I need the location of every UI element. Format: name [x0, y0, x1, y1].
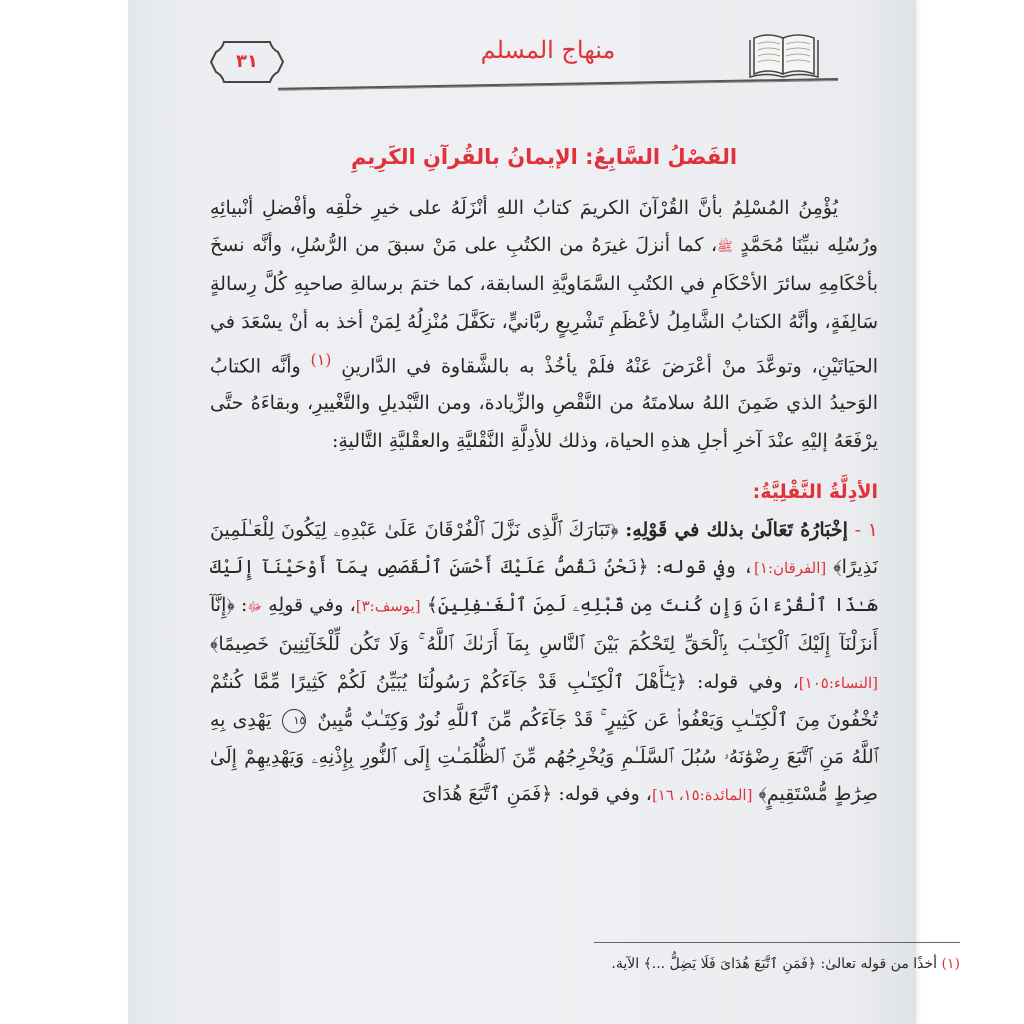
- chapter-title: الفَصْلُ السَّابِعُ: الإيمانُ بالقُرآنِ الكَرِيمِ: [350, 145, 738, 169]
- page-number: ٣١: [236, 51, 258, 72]
- ref-furqan: [الفرقان:١]: [754, 558, 827, 577]
- evidence-paragraph: [210, 512, 878, 815]
- verse-maidah-a: ﴿يَـٰٓأَهْلَ ٱلْكِتَـٰبِ قَدْ جَآءَكُمْ رَسُولُنَا يُبَيِّنُ لَكُمْ كَثِيرًا مِّمَّا كُنتُمْ تُخْفُونَ مِنَ ٱلْكِتَـٰبِ وَيَعْفُوا۟ عَن كَثِيرٍ ۚ قَدْ جَآءَكُم مِّنَ ٱللَّهِ نُورٌ وَكِتَـٰبٌ مُّبِينٌ: [210, 670, 878, 731]
- connector-2: ، وفي قولِهِ: [268, 594, 356, 617]
- footnote-ref[interactable]: (١): [310, 349, 332, 369]
- verse-taha: ﴿فَمَنِ ٱتَّبَعَ هُدَاىَ: [422, 783, 553, 806]
- connector-2b: :: [240, 594, 248, 617]
- connector-4: ، وفي قوله:: [558, 783, 652, 806]
- open-book-icon: [746, 30, 822, 80]
- verse-furqan: ﴿تَبَارَكَ ٱلَّذِى نَزَّلَ ٱلْفُرْقَانَ عَلَىٰ عَبْدِهِۦ لِيَكُونَ لِلْعَـٰلَمِينَ نَذِيرًا﴾: [210, 518, 878, 578]
- connector-1: ، وفي قوله:: [655, 555, 755, 578]
- page-number-frame: [210, 40, 284, 84]
- page-content: [210, 140, 878, 814]
- intro-paragraph: [210, 190, 878, 460]
- footnote: [210, 956, 960, 972]
- intro-text-1: يُؤْمِنُ المُسْلِمُ بأنَّ القُرْآنَ الكريمَ كتابُ اللهِ أنْزَلَهُ على خيرِ خلْقِه وأفْضلِ أنْبيائِهِ ورُسُلِه نبيِّنَا مُحَمَّدٍ: [210, 197, 878, 257]
- aya-number-marker: ١٥: [282, 709, 306, 733]
- book-page: [128, 0, 960, 1024]
- intro-text-2: ، كما أنزلَ غيرَهُ من الكتُبِ على مَنْ سبقَ من الرُّسُلِ، وأنَّه نسخَ بأحْكَامِهِ سائرَ الأحْكَامِ في الكتُبِ السَّمَاويَّةِ السابقة، كما ختمَ برسالةِ صاحبِهِ كُلَّ رِسالةٍ سَالِفَةٍ، وأنَّهُ الكتابُ الشَّامِلُ لأعْظَمِ تَشْرِيعٍ ربَّانيٍّ، تكَفَّلَ مُنْزِلُهُ لِمَنْ أخذ به أنْ يسْعَدَ في الحيَاتَيْنِ، وتوعَّدَ منْ أعْرَضَ عَنْهُ فلَمْ يأخُذْ به بالشَّقاوة في الدَّارينِ: [210, 234, 878, 378]
- footnote-divider: [594, 942, 960, 943]
- verse-yusuf: ﴿نَحْنُ نَقُصُّ عَلَيْكَ أَحْسَنَ ٱلْقَصَصِ بِمَآ أَوْحَيْنَآ إِلَيْكَ هَـٰذَا ٱلْقُرْءَانَ وَإِن كُنتَ مِن قَبْلِهِۦ لَمِنَ ٱلْغَـٰفِلِينَ﴾: [210, 555, 879, 617]
- running-title: منهاج المسلم: [480, 36, 616, 64]
- ref-nisa: [النساء:١٠٥]: [798, 673, 878, 692]
- verse-nisa: ﴿إِنَّآ أَنزَلْنَآ إِلَيْكَ ٱلْكِتَـٰبَ بِٱلْحَقِّ لِتَحْكُمَ بَيْنَ ٱلنَّاسِ بِمَآ أَرَىٰكَ ٱللَّهُ ۚ وَلَا تَكُن لِّلْخَآئِنِينَ خَصِيمًا﴾: [210, 594, 878, 656]
- intro-text-3: وأنَّه الكتابُ الوَحيدُ الذي ضَمِنَ اللهُ سلامتَهُ من النَّقْصِ والزِّيادة، ومن التَّبْديلِ والتَّغْييرِ، وبقاءَهُ حتَّى يرْفَعَهُ إليْهِ عنْدَ آخرِ أجلِ هذهِ الحياة، وذلك للأدِلَّةِ النَّقْليَّةِ والعقْليَّةِ التَّاليةِ:: [210, 355, 878, 452]
- connector-3: ، وفي قوله:: [696, 670, 799, 693]
- section-heading: الأدِلَّةُ النَّقْلِيَّةُ:: [752, 480, 878, 503]
- evidence-lead: إخْبَارُهُ تَعَالَىٰ بذلك في قَوْلِهِ:: [625, 518, 848, 541]
- ref-yusuf: [يوسف:٣]: [355, 597, 421, 616]
- item-number: ١ -: [854, 518, 878, 541]
- verse-maidah-b: يَهْدِى بِهِ ٱللَّهُ مَنِ ٱتَّبَعَ رِضْوَٰنَهُۥ سُبُلَ ٱلسَّلَـٰمِ وَيُخْرِجُهُم مِّنَ ٱلظُّلُمَـٰتِ إِلَى ٱلنُّورِ بِإِذْنِهِۦ وَيَهْدِيهِمْ إِلَىٰ صِرَٰطٍ مُّسْتَقِيمٍ﴾: [210, 708, 878, 806]
- ref-maidah: [المائدة:١٥، ١٦]: [651, 786, 753, 805]
- footnote-marker: (١): [941, 956, 960, 972]
- page-header: [128, 30, 916, 110]
- footnote-tail: الآية.: [611, 956, 640, 972]
- footnote-text: أخذًا من قوله تعالىٰ:: [820, 956, 938, 972]
- honorific-mark-2: ﷻ: [247, 600, 263, 616]
- honorific-mark: ﷺ: [717, 240, 733, 256]
- footnote-verse: ﴿فَمَنِ ٱتَّبَعَ هُدَاىَ فَلَا يَضِلُّ ...﴾: [643, 956, 817, 972]
